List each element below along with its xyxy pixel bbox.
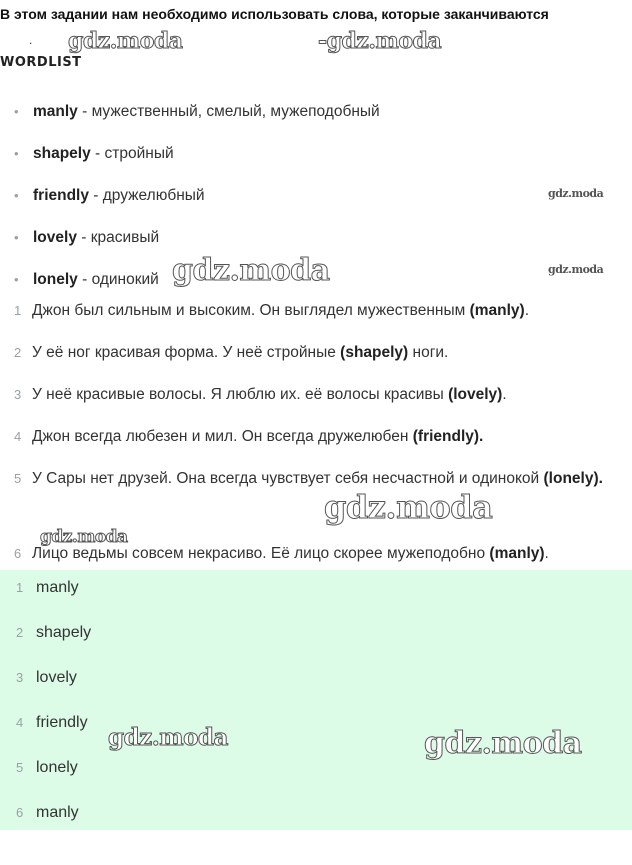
wordlist-heading: WORDLIST (0, 55, 82, 70)
watermark: gdz.moda (40, 527, 128, 547)
sentence-text: У Сары нет друзей. Она всегда чувствует себя несчастной и одинокой (32, 470, 544, 487)
answer-word: lovely (36, 669, 77, 686)
sentence-tail: . (524, 302, 529, 319)
sentence-item (14, 378, 614, 412)
sentence-item (14, 336, 614, 370)
bullet-icon: • (14, 104, 19, 119)
watermark: gdz.moda (172, 253, 330, 288)
watermark: gdz.moda (548, 187, 604, 200)
item-number: 3 (14, 387, 22, 402)
dot-mark: . (29, 33, 33, 47)
translation: - мужественный, смелый, мужеподобный (77, 103, 380, 120)
answer-row (16, 666, 77, 690)
sentence-text: У неё красивые волосы. Я люблю их. её волосы красивы (32, 386, 449, 403)
bullet-icon: • (14, 272, 19, 287)
wordlist-item (14, 142, 174, 166)
bullet-icon: • (14, 146, 19, 161)
watermark: gdz.moda (108, 724, 228, 751)
watermark: gdz.moda (424, 726, 582, 761)
answer-word: manly (36, 804, 79, 821)
sentence-answer: (shapely) (340, 344, 409, 361)
sentence-tail: . (502, 386, 507, 403)
item-number: 4 (14, 429, 22, 444)
item-number: 5 (14, 471, 22, 486)
word: lovely (33, 229, 77, 246)
translation: - одинокий (77, 271, 159, 288)
answer-row (16, 621, 91, 645)
word: shapely (33, 145, 91, 162)
sentence-text: Джон был сильным и высоким. Он выглядел мужественным (32, 302, 470, 319)
sentence-text: Джон всегда любезен и мил. Он всегда дружелюбен (32, 428, 413, 445)
sentence-item (14, 420, 614, 454)
item-number: 2 (14, 345, 22, 360)
answer-row (16, 711, 88, 735)
answer-word: manly (36, 579, 79, 596)
sentence-tail: . (544, 545, 549, 562)
sentence-answer: (manly) (489, 545, 545, 562)
answer-row (16, 576, 79, 600)
word: lonely (33, 271, 78, 288)
watermark: gdz.moda (324, 488, 493, 526)
sentence-item (14, 462, 614, 496)
sentence-item (14, 294, 614, 328)
answer-panel (0, 570, 632, 830)
answer-row (16, 801, 79, 825)
answer-word: lonely (36, 759, 78, 776)
item-number: 3 (16, 670, 24, 685)
wordlist-item (14, 226, 159, 250)
answer-word: shapely (36, 624, 92, 641)
wordlist-item (14, 184, 205, 208)
sentence-tail: ноги. (408, 344, 449, 361)
bullet-icon: • (14, 188, 19, 203)
item-number: 4 (16, 715, 24, 730)
item-number: 1 (16, 580, 24, 595)
sentence-text: У её ног красивая форма. У неё стройные (32, 344, 341, 361)
sentence-answer: (manly) (469, 302, 525, 319)
item-number: 6 (14, 546, 22, 561)
translation: - красивый (76, 229, 160, 246)
sentence-answer: (lonely). (543, 470, 603, 487)
watermark: gdz.moda (548, 263, 604, 276)
word: friendly (33, 187, 89, 204)
sentence-text: Лицо ведьмы совсем некрасиво. Её лицо скорее мужеподобно (32, 545, 490, 562)
sentence-answer: (lovely) (448, 386, 503, 403)
item-number: 6 (16, 805, 24, 820)
wordlist-item (14, 268, 159, 292)
watermark: gdz.moda (68, 28, 183, 54)
sentence-answer: (friendly). (412, 428, 484, 445)
item-number: 2 (16, 625, 24, 640)
answer-word: friendly (36, 714, 88, 731)
translation: - дружелюбный (88, 187, 205, 204)
word: manly (33, 103, 78, 120)
item-number: 5 (16, 760, 24, 775)
item-number: 1 (14, 303, 22, 318)
wordlist-item (14, 100, 380, 124)
bullet-icon: • (14, 230, 19, 245)
translation: - стройный (90, 145, 174, 162)
watermark: -gdz.moda (318, 28, 442, 54)
answer-row (16, 756, 78, 780)
intro-text: В этом задании нам необходимо использовать слова, которые заканчиваются (0, 6, 549, 22)
